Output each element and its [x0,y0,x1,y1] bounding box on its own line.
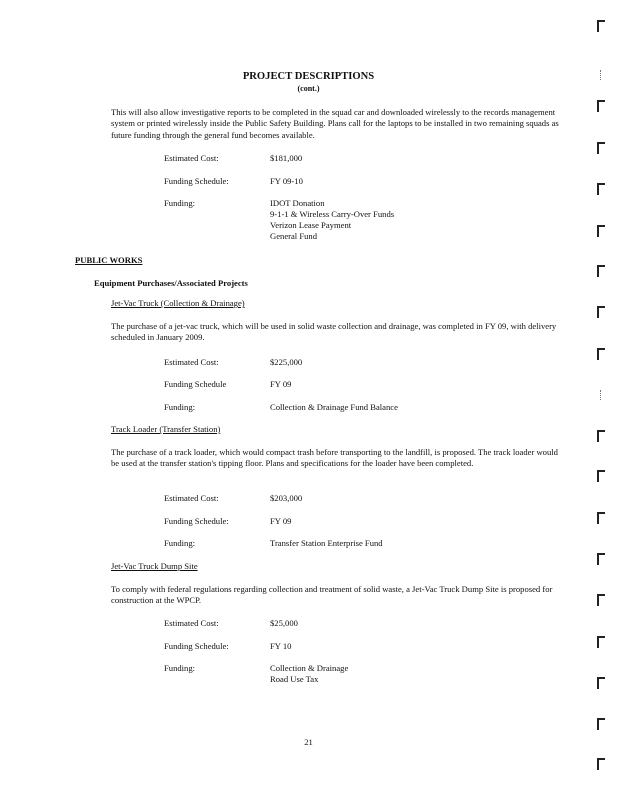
binding-mark [597,225,605,237]
dump-schedule-value: FY 10 [270,641,292,651]
binding-mark [597,718,605,730]
item-title-jet-vac: Jet-Vac Truck (Collection & Drainage) [111,298,245,308]
dump-funding-line: Collection & Drainage [270,663,349,673]
dump-cost-value: $25,000 [270,618,298,628]
dump-funding-label: Funding: [164,663,196,673]
binding-mark [597,265,605,277]
item-title-dump-site: Jet-Vac Truck Dump Site [111,561,198,571]
binding-mark [600,70,602,80]
police-funding-line: General Fund [270,231,318,241]
binding-mark [597,677,605,689]
section-heading-public-works: PUBLIC WORKS [75,255,143,265]
jetvac-funding-label: Funding: [164,402,196,412]
dump-funding-line: Road Use Tax [270,674,319,684]
item-desc-jet-vac: The purchase of a jet-vac truck, which will be used in solid waste collection and drainage, was completed in FY 09, with delivery scheduled in January 2009. [111,321,557,343]
page-title: PROJECT DESCRIPTIONS [242,71,375,82]
page-subtitle: (cont.) [297,84,320,93]
police-schedule-value: FY 09-10 [270,176,303,186]
police-cost-value: $181,000 [270,153,303,163]
police-schedule-label: Funding Schedule: [164,176,229,186]
police-cost-label: Estimated Cost: [164,153,219,163]
loader-cost-value: $203,000 [270,493,303,503]
item-desc-dump-site: To comply with federal regulations regarding collection and treatment of solid waste, a Jet-Vac Truck Dump Site is proposed for construction at the WPCP. [111,584,553,606]
binding-mark [597,758,605,770]
item-title-track-loader: Track Loader (Transfer Station) [111,424,221,434]
binding-mark [597,470,605,482]
binding-mark [597,100,605,112]
page-number: 21 [304,737,313,747]
loader-funding-label: Funding: [164,538,196,548]
police-funding-line: 9-1-1 & Wireless Carry-Over Funds [270,209,395,219]
jetvac-cost-label: Estimated Cost: [164,357,219,367]
binding-mark [597,348,605,360]
dump-cost-label: Estimated Cost: [164,618,219,628]
loader-funding-value: Transfer Station Enterprise Fund [270,538,383,548]
police-funding-label: Funding: [164,198,196,208]
jetvac-cost-value: $225,000 [270,357,303,367]
binding-mark [600,390,602,400]
item-desc-track-loader: The purchase of a track loader, which would compact trash before transporting to the landfill, is proposed. The track loader would be used at the transfer station's tipping floor. Plans and specifications for the loader have been completed. [111,447,558,469]
binding-mark [597,553,605,565]
subheading-equipment: Equipment Purchases/Associated Projects [94,278,248,288]
binding-mark [597,594,605,606]
jetvac-schedule-value: FY 09 [270,379,292,389]
loader-schedule-label: Funding Schedule: [164,516,229,526]
jetvac-schedule-label: Funding Schedule [164,379,227,389]
binding-mark [597,512,605,524]
binding-mark [597,636,605,648]
binding-mark [597,20,605,32]
loader-schedule-value: FY 09 [270,516,292,526]
binding-mark [597,142,605,154]
jetvac-funding-value: Collection & Drainage Fund Balance [270,402,398,412]
binding-mark [597,183,605,195]
police-funding-line: Verizon Lease Payment [270,220,352,230]
binding-mark [597,306,605,318]
dump-schedule-label: Funding Schedule: [164,641,229,651]
binding-mark [597,430,605,442]
intro-paragraph: This will also allow investigative reports to be completed in the squad car and downloaded wirelessly to the records management system or printed wirelessly inside the Public Safety Building. Plans call for the laptops to be installed in two remaining squads as future funding through the general fund becomes available. [111,107,559,140]
police-funding-line: IDOT Donation [270,198,325,208]
loader-cost-label: Estimated Cost: [164,493,219,503]
